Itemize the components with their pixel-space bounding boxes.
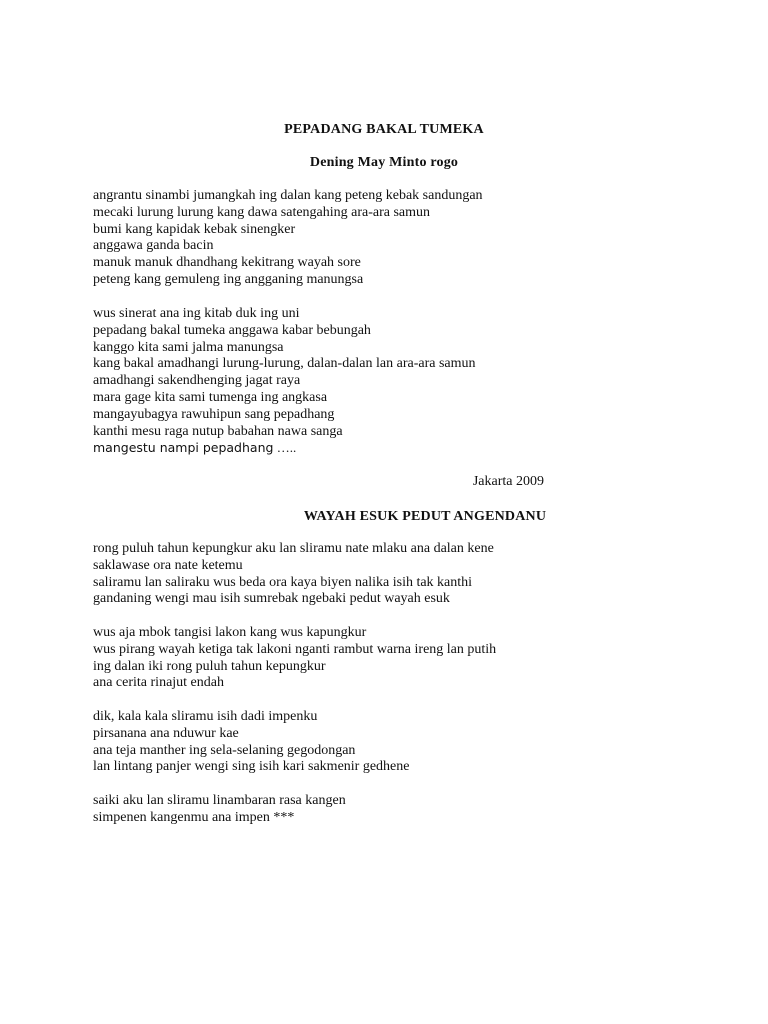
poem-line: ana teja manther ing sela-selaning gegodongan	[93, 742, 356, 758]
poem-line: mara gage kita sami tumenga ing angkasa	[93, 389, 328, 405]
poem2-stanza-3	[93, 709, 733, 776]
poem2-stanza-4	[93, 793, 733, 827]
poem-last-line-text: mangestu nampi pepadhang	[93, 440, 274, 456]
poem-line: mangayubagya rawuhipun sang pepadhang	[93, 406, 335, 422]
poem-line: angrantu sinambi jumangkah ing dalan kang peteng kebak sandungan	[93, 188, 483, 203]
poem-line: bumi kang kapidak kebak sinengker	[93, 221, 296, 237]
poem-line: rong puluh tahun kepungkur aku lan sliramu nate mlaku ana dalan kene	[93, 541, 494, 556]
poem-last-line-ellipsis: …..	[273, 440, 297, 456]
poem2-stanza-2	[93, 625, 733, 692]
poem-line: ing dalan iki rong puluh tahun kepungkur	[93, 658, 326, 674]
poem-author: Dening May Minto rogo	[309, 155, 459, 170]
poem-line: saliramu lan saliraku wus beda ora kaya biyen nalika isih tak kanthi	[93, 574, 473, 590]
poem-line: ana cerita rinajut endah	[93, 675, 224, 691]
poem-line: manuk manuk dhandhang kekitrang wayah sore	[93, 255, 361, 271]
poem-line: dik, kala kala sliramu isih dadi impenku	[93, 709, 318, 724]
poem-line: peteng kang gemuleng ing angganing manungsa	[93, 271, 364, 287]
poem-line: lan lintang panjer wengi sing isih kari sakmenir gedhene	[93, 759, 410, 775]
poem-line: wus aja mbok tangisi lakon kang wus kapungkur	[93, 625, 367, 640]
poem-line: anggawa ganda bacin	[93, 238, 214, 254]
poem-line: saiki aku lan sliramu linambaran rasa kangen	[93, 793, 346, 808]
poem-line: gandaning wengi mau isih sumrebak ngebaki pedut wayah esuk	[93, 591, 450, 607]
poem-line: kanthi mesu raga nutup babahan nawa sanga	[93, 423, 343, 439]
poem-line: saklawase ora nate ketemu	[93, 557, 243, 573]
poem-line: kanggo kita sami jalma manungsa	[93, 339, 284, 355]
poem2-stanza-1	[93, 541, 733, 608]
poem-line: amadhangi sakendhenging jagat raya	[93, 373, 301, 389]
poem-line: pepadang bakal tumeka anggawa kabar bebungah	[93, 322, 371, 338]
poem-line: kang bakal amadhangi lurung-lurung, dalan-dalan lan ara-ara samun	[93, 356, 476, 372]
poem-line: mecaki lurung lurung kang dawa satengahing ara-ara samun	[93, 204, 431, 220]
place-date: Jakarta 2009	[472, 474, 544, 489]
poem-line: pirsanana ana nduwur kae	[93, 725, 239, 741]
poem1-stanza-1	[93, 188, 733, 289]
poem-line: simpenen kangenmu ana impen ***	[93, 809, 295, 825]
poem-title: PEPADANG BAKAL TUMEKA	[284, 122, 484, 137]
poem-last-line	[93, 440, 733, 458]
poem-line: wus pirang wayah ketiga tak lakoni nganti rambut warna ireng lan putih	[93, 641, 497, 657]
poem1-stanza-2	[93, 306, 733, 458]
poem-title: WAYAH ESUK PEDUT ANGENDANU	[303, 509, 547, 524]
poem-line: wus sinerat ana ing kitab duk ing uni	[93, 306, 300, 321]
